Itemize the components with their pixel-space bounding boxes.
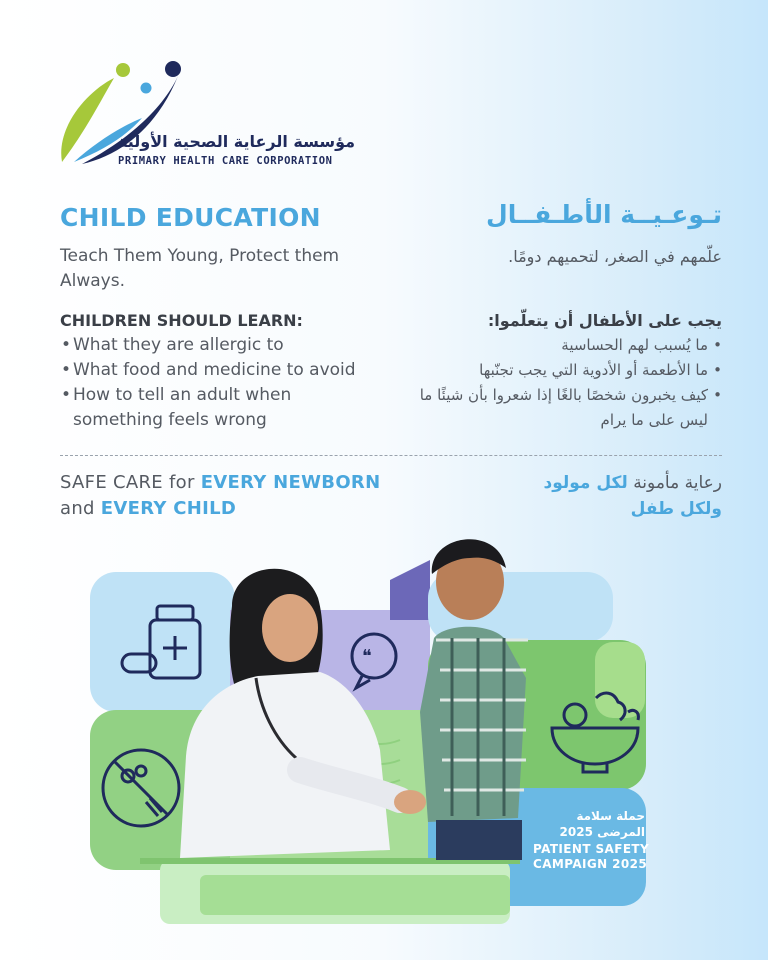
tagline-ar-bold-1: لكل مولود [543,473,628,493]
tagline-en-bold-2: EVERY CHILD [100,498,237,519]
learn-list-arabic [392,333,722,433]
campaign-line2-arabic: المرضى 2025 [559,825,645,839]
tagline-arabic [422,470,722,522]
tagline-en-plain-1: SAFE CARE for [60,472,195,493]
svg-text:❝: ❝ [362,646,372,667]
learn-heading-english: CHILDREN SHOULD LEARN: [60,311,303,330]
learn-list-english [60,333,380,433]
tagline-ar-plain: رعاية مأمونة [633,473,722,493]
campaign-english [533,842,649,872]
list-item: • What food and medicine to avoid [60,358,380,383]
logo-name-arabic: مؤسسة الرعاية الصحية الأولية [118,132,356,151]
subtitle-english: Teach Them Young, Protect them Always. [60,246,340,291]
logo-name-english: PRIMARY HEALTH CARE CORPORATION [118,155,333,167]
tagline-ar-bold-2: ولكل طفل [630,499,722,519]
section-divider [60,455,722,456]
title-arabic: تـوعـيــة الأطـفــال [486,200,722,229]
campaign-line2-english: CAMPAIGN 2025 [533,857,648,871]
campaign-line1-english: PATIENT SAFETY [533,842,650,856]
tagline-en-bold-1: EVERY NEWBORN [200,472,381,493]
tagline-en-plain-2: and [60,498,95,519]
illustration [0,520,768,960]
list-item: • ما الأطعمة أو الأدوية التي يجب تجنّبها [392,358,722,383]
list-item: • How to tell an adult when something feels wrong [60,383,380,433]
list-item: • What they are allergic to [60,333,380,358]
campaign-arabic [533,808,645,840]
list-item: • ما يُسبب لهم الحساسية [392,333,722,358]
learn-heading-arabic: يجب على الأطفال أن يتعلّموا: [487,311,722,330]
list-item: • كيف يخبرون شخصًا بالغًا إذا شعروا بأن شيئًا ما ليس على ما يرام [392,383,722,433]
campaign-line1-arabic: حملة سلامة [576,809,645,823]
subtitle-arabic: علّمهم في الصغر، لتحميهم دومًا. [508,247,722,266]
tagline-english [60,470,400,522]
title-english: CHILD EDUCATION [60,203,321,232]
